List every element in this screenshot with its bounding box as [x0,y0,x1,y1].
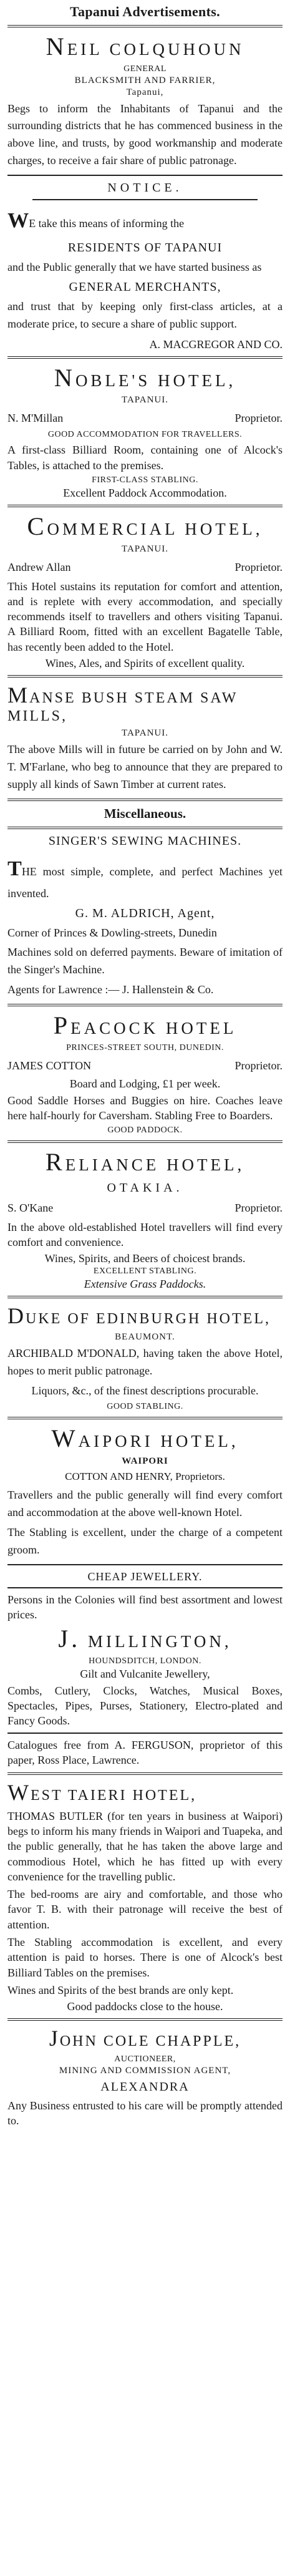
section-heading: Miscellaneous. [104,805,186,821]
ad-note: Good paddocks close to the house. [67,2000,223,2013]
ad-jewellery [7,1570,283,1768]
ad-heading: GENERAL MERCHANTS, [69,280,221,294]
proprietor-name: Andrew Allan [7,560,71,573]
ad-commercial-hotel [7,512,283,670]
ad-trade: BLACKSMITH AND FARRIER, [74,75,216,85]
ad-title: COMMERCIAL HOTEL, [27,512,263,540]
ad-agent: G. M. ALDRICH, Agent, [75,906,215,920]
ad-body: Combs, Cutlery, Clocks, Watches, Musical Boxes, Spectacles, Pipes, Purses, Stationery, Electro-plated and Fancy Goods. [7,1684,283,1728]
divider [7,1417,283,1419]
divider [7,2018,283,2021]
ad-title: WEST TAIERI HOTEL, [7,1780,197,1806]
ad-west-taieri-hotel [7,1780,283,2013]
ad-body: This Hotel sustains its reputation for comfort and attention, and is replete with every accommodation, and specially recommends itself to travellers and others visiting Tapanui. A Billiard Room, fitted with an excellent Bagatelle Table, has recently been added to the Hotel. [7,580,283,653]
proprietor-line [7,412,283,425]
ad-signature: A. MACGREGOR AND CO. [149,338,283,351]
divider [7,1564,283,1565]
ad-note: Board and Lodging, £1 per week. [69,1077,221,1090]
proprietor-line [7,561,283,574]
ad-body: Liquors, &c., of the finest descriptions procurable. [31,1384,259,1397]
ad-body: Good Saddle Horses and Buggies on hire. Coaches leave here half-hourly for Caversham. Stabling Free to Boarders. [7,1094,283,1122]
ad-title: NOBLE'S HOTEL, [54,363,236,392]
ad-notice [7,181,283,351]
ad-chapple [7,2026,283,2128]
ad-peacock-hotel [7,1011,283,1135]
ad-body: THOMAS BUTLER (for ten years in business at Waipori) begs to inform his many friends in Waipori and Tuapeka, and the public generally, that he has taken the above large and commodious Hotel, which he has fitted up with every convenience for the travelling public. [7,1809,283,1883]
ad-title: PEACOCK HOTEL [53,1011,237,1040]
divider [32,199,258,200]
ad-town: WAIPORI [122,1456,168,1467]
ad-merchant: J. MILLINGTON, [58,1625,232,1653]
ad-town: Tapanui, [126,87,164,97]
ad-note: Excellent Paddock Accommodation. [63,486,227,499]
ad-title: CHEAP JEWELLERY. [87,1570,203,1583]
page-header: Tapanui Advertisements. [70,4,220,19]
ad-title: SINGER'S SEWING MACHINES. [48,834,242,848]
ad-manse-bush [7,683,283,794]
ad-body: The bed-rooms are airy and comfortable, and those who favor T. B. with their patronage will receive the best of attention. [7,1888,283,1931]
ad-town: TAPANUI. [121,395,168,406]
ad-note: Gilt and Vulcanite Jewellery, [80,1667,210,1680]
proprietor-label: Proprietor. [234,412,283,425]
ad-heading: RESIDENTS OF TAPANUI [67,241,223,255]
ad-title: RELIANCE HOTEL, [45,1148,245,1177]
divider [7,505,283,507]
ad-body: Persons in the Colonies will find best assortment and lowest prices. [7,1593,283,1621]
proprietor-name: N. M'Millan [7,412,64,425]
proprietor-label: Proprietor. [234,1059,283,1072]
proprietor-line [7,1202,283,1215]
ad-proprietors: COTTON AND HENRY, Proprietors. [65,1470,225,1483]
proprietor-line [7,1059,283,1072]
ad-note: GOOD ACCOMMODATION FOR TRAVELLERS. [47,430,243,440]
divider [7,675,283,678]
divider [7,356,283,359]
ad-body: Any Business entrusted to his care will be promptly attended to. [7,2099,283,2127]
ad-address: PRINCES-STREET SOUTH, DUNEDIN. [66,1043,224,1052]
ad-singer [7,834,283,999]
proprietor-name: S. O'Kane [7,1201,54,1214]
ad-note: GOOD STABLING. [107,1402,183,1412]
proprietor-name: JAMES COTTON [7,1059,92,1072]
ad-body: Travellers and the public generally will find every comfort and accommodation at the above well-known Hotel. [7,1489,283,1519]
ad-subtitle: MINING AND COMMISSION AGENT, [59,2065,231,2076]
ad-body: THE most simple, complete, and perfect Machines yet invented. [7,857,283,900]
ad-note: EXCELLENT STABLING. [93,1266,197,1276]
ad-body: The Stabling accommodation is excellent, and every attention is paid to horses. There is one of Alcock's best Billiard Tables on the premises. [7,1936,283,1979]
proprietor-label: Proprietor. [234,560,283,573]
ad-title: DUKE OF EDINBURGH HOTEL, [7,1303,271,1329]
proprietor-label: Proprietor. [234,1201,283,1214]
divider [7,1733,283,1734]
ad-body: Corner of Princes & Dowling-streets, Dunedin [7,926,217,939]
ad-note: Extensive Grass Paddocks. [84,1278,206,1291]
ad-town: TAPANUI. [121,543,168,554]
divider [7,799,283,801]
ad-title: MANSE BUSH STEAM SAW MILLS, [7,683,238,725]
ad-duke-hotel [7,1303,283,1412]
ad-body: Catalogues free from A. FERGUSON, proprietor of this paper, Ross Place, Lawrence. [7,1738,283,1766]
ad-reliance-hotel [7,1148,283,1291]
ad-body: Agents for Lawrence :— J. Hallenstein & Co. [7,983,214,996]
ad-town: TAPANUI. [121,727,168,738]
ad-body: WE take this means of informing the [7,209,185,233]
divider [7,1772,283,1775]
ad-address: HOUNDSDITCH, LONDON. [89,1656,201,1666]
divider [7,1004,283,1006]
ad-subtitle: AUCTIONEER, [114,2054,176,2064]
divider [7,1587,283,1588]
ad-body: Begs to inform the Inhabitants of Tapanui and the surrounding districts that he has commenced business in the above line, and trusts, by good workmanship and moderate charges, to receive a fair share of public patronage. [7,102,283,167]
divider [7,1296,283,1298]
ad-body: ARCHIBALD M'DONALD, having taken the above Hotel, hopes to merit public patronage. [7,1346,283,1377]
ad-title: WAIPORI HOTEL, [51,1424,239,1453]
ad-town: BEAUMONT. [115,1331,175,1342]
ad-body: and the Public generally that we have started business as [7,261,262,274]
header-rule [7,25,283,27]
ad-town: ALEXANDRA [100,2079,190,2094]
ad-title: NOTICE. [107,181,183,195]
ad-body: The Stabling is excellent, under the charge of a competent groom. [7,1525,283,1556]
ad-body: and trust that by keeping only first-class articles, at a moderate price, to secure a share of public support. [7,300,283,330]
ad-note: FIRST-CLASS STABLING. [92,475,198,485]
ad-title: JOHN COLE CHAPPLE, [49,2026,241,2051]
ad-note: Wines, Ales, and Spirits of excellent quality. [45,657,245,669]
ad-town: OTAKIA. [107,1180,183,1195]
ad-body: Machines sold on deferred payments. Beware of imitation of the Singer's Machine. [7,946,283,976]
ad-note: GOOD PADDOCK. [107,1125,183,1135]
ad-subtitle: GENERAL [123,64,167,74]
divider [7,1140,283,1143]
ad-body: In the above old-established Hotel travellers will find every comfort and convenience. [7,1220,283,1249]
ad-title: NEIL COLQUHOUN [46,32,244,61]
divider [7,175,283,176]
ad-nobles-hotel [7,364,283,500]
ad-colquhoun [7,32,283,170]
ad-body: A first-class Billiard Room, containing one of Alcock's Tables, is attached to the premises. [7,444,283,472]
divider [7,827,283,829]
ad-body: The above Mills will in future be carried on by John and W. T. M'Farlane, who beg to announce that they are prepared to supply all kinds of Sawn Timber at current rates. [7,742,283,790]
ad-body: Wines and Spirits of the best brands are only kept. [7,1983,234,1996]
ad-waipori-hotel [7,1424,283,1558]
ad-note: Wines, Spirits, and Beers of choicest brands. [44,1252,246,1265]
